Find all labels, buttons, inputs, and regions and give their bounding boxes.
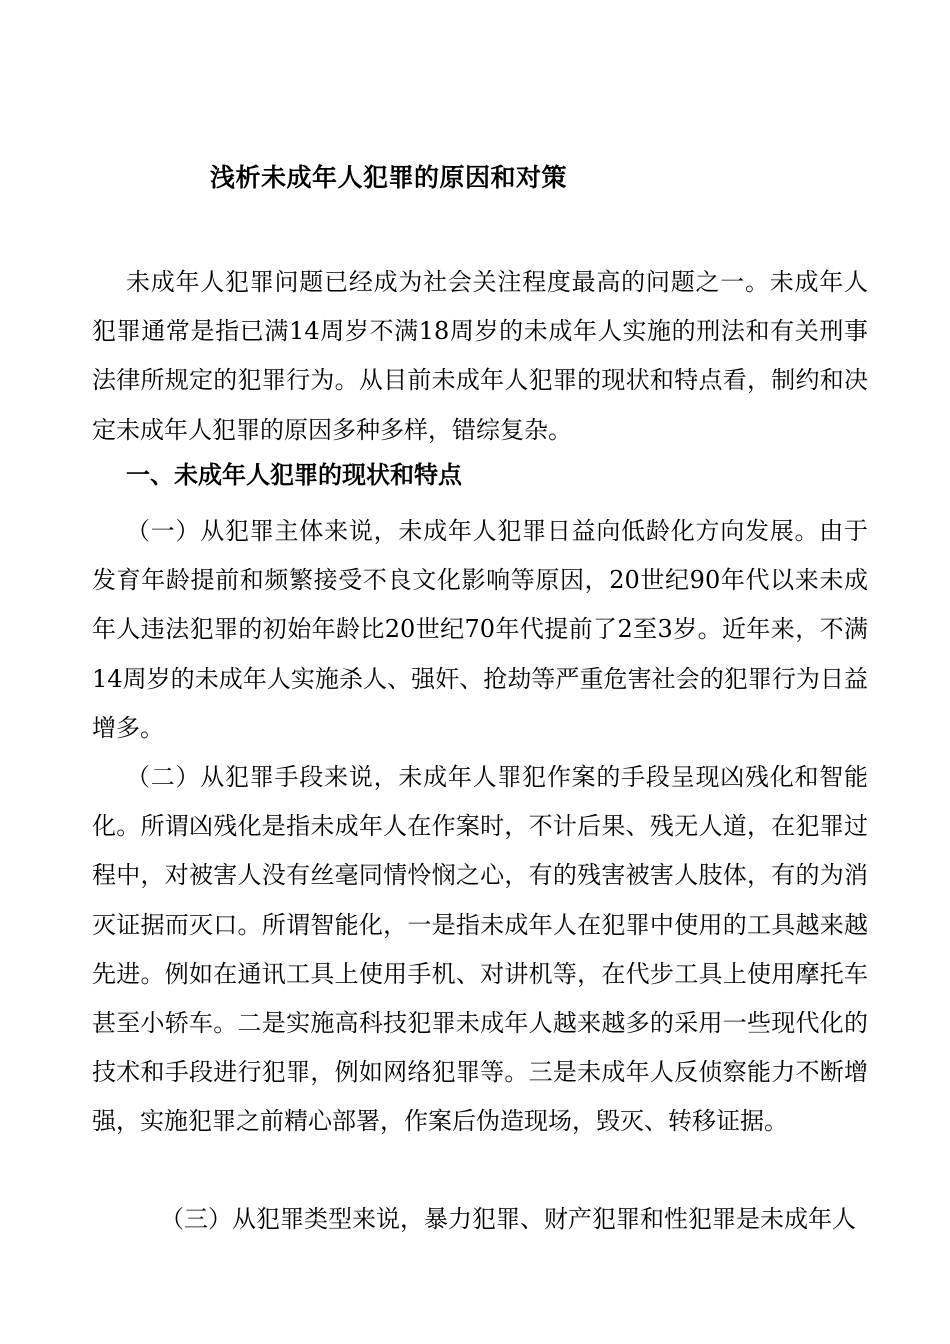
point-2-paragraph: （二）从犯罪手段来说，未成年人罪犯作案的手段呈现凶残化和智能化。所谓凶残化是指未成年人在作案时，不计后果、残无人道，在犯罪过程中，对被害人没有丝毫同情怜悯之心，有的残害被害人肢体，有的为消灭证据而灭口。所谓智能化，一是指未成年人在犯罪中使用的工具越来越先进。例如在通讯工具上使用手机、对讲机等，在代步工具上使用摩托车甚至小轿车。二是实施高科技犯罪未成年人越来越多的采用一些现代化的技术和手段进行犯罪，例如网络犯罪等。三是未成年人反侦察能力不断增强，实施犯罪之前精心部署，作案后伪造现场，毁灭、转移证据。 bbox=[92, 763, 868, 1136]
point-1-paragraph: （一）从犯罪主体来说，未成年人犯罪日益向低龄化方向发展。由于发育年龄提前和频繁接受不良文化影响等原因，20世纪90年代以来未成年人违法犯罪的初始年龄比20世纪70年代提前了2至3岁。近年来，不满14周岁的未成年人实施杀人、强奸、抢劫等严重危害社会的犯罪行为日益增多。 bbox=[92, 517, 868, 742]
section-heading: 一、未成年人犯罪的现状和特点 bbox=[126, 461, 462, 489]
intro-paragraph: 未成年人犯罪问题已经成为社会关注程度最高的问题之一。未成年人犯罪通常是指已满14周岁不满18周岁的未成年人实施的刑法和有关刑事法律所规定的犯罪行为。从目前未成年人犯罪的现状和特点看，制约和决定未成年人犯罪的原因多种多样，错综复杂。 bbox=[92, 268, 868, 444]
point-3-paragraph: （三）从犯罪类型来说，暴力犯罪、财产犯罪和性犯罪是未成年人 bbox=[160, 1205, 856, 1233]
document-title: 浅析未成年人犯罪的原因和对策 bbox=[210, 163, 568, 192]
